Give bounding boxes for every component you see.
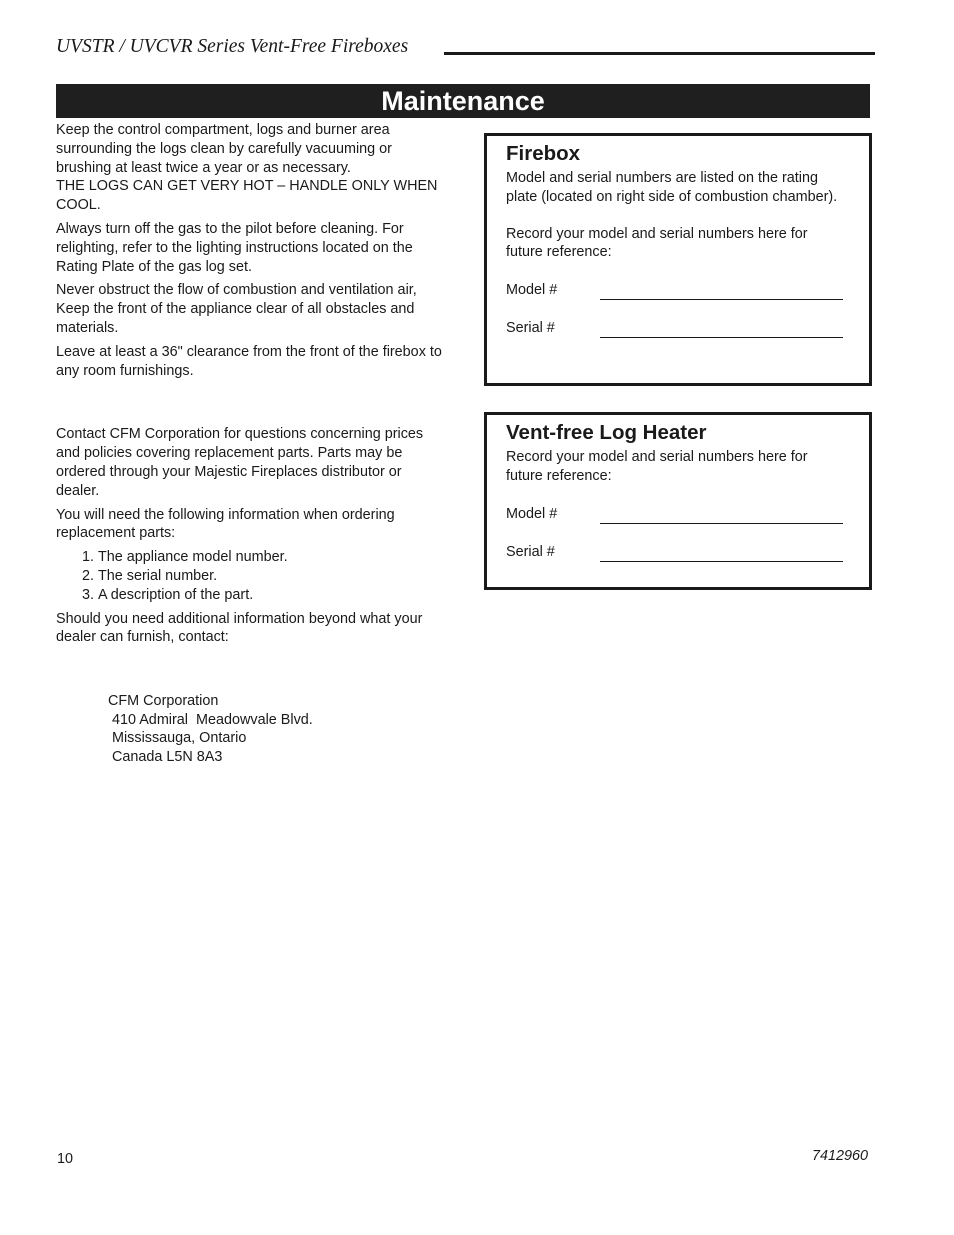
- parts-paragraph-3: Should you need additional information beyond what your dealer can furnish, contact:: [56, 610, 423, 646]
- handle-warning: THE LOGS CAN GET VERY HOT – HANDLE ONLY WHEN COOL.: [56, 178, 438, 214]
- parts-paragraph-2: You will need the following information when ordering replacement parts:: [56, 506, 395, 542]
- firebox-heading: Firebox: [506, 142, 581, 165]
- model-label: Model #: [506, 282, 558, 299]
- contact-address: [56, 692, 446, 766]
- firebox-record-text: Record your model and serial numbers here for future reference:: [506, 225, 808, 261]
- model-write-line: [600, 285, 843, 300]
- header-rule: [444, 52, 875, 55]
- parts-info-list: [56, 548, 446, 604]
- address-gap: [56, 652, 446, 692]
- firebox-serial-field: [506, 318, 843, 338]
- section-gap: [56, 385, 446, 425]
- maintenance-paragraph-2: Always turn off the gas to the pilot before cleaning. For relighting, refer to the lighting instructions located on the Rating Plate of the gas log set.: [56, 220, 413, 275]
- running-header-title: UVSTR / UVCVR Series Vent-Free Fireboxes: [56, 36, 409, 57]
- maintenance-paragraph-4: Leave at least a 36" clearance from the front of the firebox to any room furnishings.: [56, 343, 442, 379]
- parts-paragraph-1: Contact CFM Corporation for questions concerning prices and policies covering replacement parts. Parts may be ordered through your Majestic Fireplaces distributor or dealer.: [56, 426, 424, 499]
- document-code: 7412960: [812, 1148, 869, 1164]
- section-title-bar: Maintenance: [56, 84, 870, 118]
- log-heater-serial-field: [506, 542, 843, 562]
- log-heater-heading: Vent-free Log Heater: [506, 421, 707, 444]
- log-heater-record-text: Record your model and serial numbers here for future reference:: [506, 449, 808, 484]
- list-item: 1. The appliance model number.: [98, 548, 446, 567]
- firebox-rating-text: Model and serial numbers are listed on the rating plate (located on right side of combustion chamber).: [506, 170, 838, 205]
- address-line: Mississauga, Ontario: [108, 730, 247, 747]
- address-line: CFM Corporation: [108, 693, 219, 710]
- serial-write-line: [600, 323, 843, 338]
- maintenance-paragraph-1: Keep the control compartment, logs and burner area surrounding the logs clean by carefully vacuuming or brushing at least twice a year or as necessary.: [56, 122, 392, 176]
- model-write-line: [600, 509, 843, 524]
- list-item: 3. A description of the part.: [98, 586, 446, 605]
- serial-write-line: [600, 547, 843, 562]
- firebox-record-box: [484, 133, 872, 386]
- firebox-model-field: [506, 280, 843, 300]
- address-line: 410 Admiral Meadowvale Blvd.: [108, 711, 313, 728]
- log-heater-model-field: [506, 504, 843, 524]
- model-label: Model #: [506, 505, 558, 522]
- page-number: 10: [57, 1151, 74, 1167]
- list-item: 2. The serial number.: [98, 567, 446, 586]
- log-heater-record-box: [484, 412, 872, 590]
- serial-label: Serial #: [506, 320, 555, 337]
- left-column: [56, 121, 446, 767]
- maintenance-paragraph-3: Never obstruct the flow of combustion and ventilation air, Keep the front of the appliance clear of all obstacles and materials.: [56, 282, 417, 336]
- serial-label: Serial #: [506, 543, 555, 560]
- address-line: Canada L5N 8A3: [108, 748, 223, 765]
